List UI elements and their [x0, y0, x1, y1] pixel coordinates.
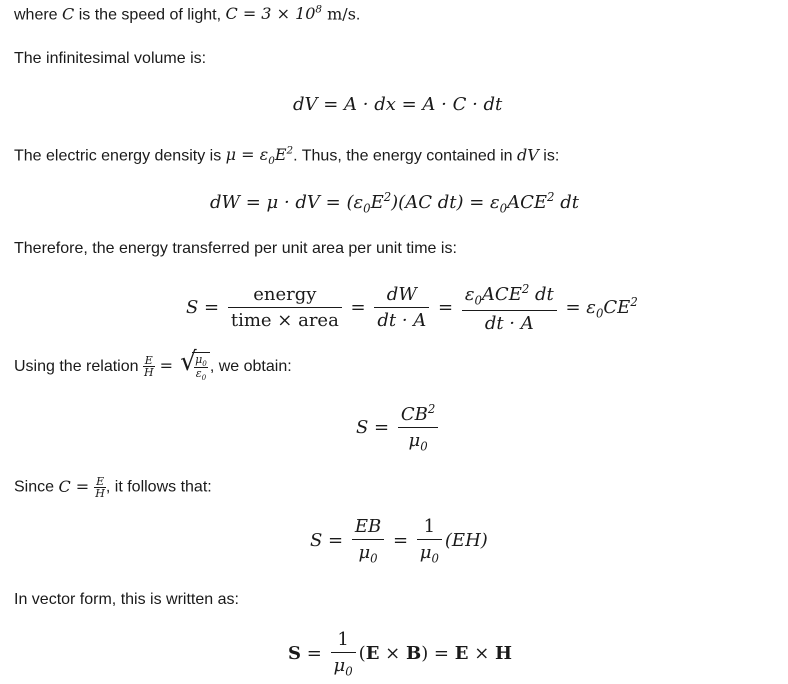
- equation-s-definition: S = $\frac{\text{energy}}{\text{time × area}}$ = $\frac{dW}{dt \cdot A}$ = $\frac{\varepsilon_0ACE^2 dt}{dt \cdot A}$ = $\varepsilon_0CE^2$: [186, 282, 638, 334]
- paragraph-speed-of-light: where C is the speed of light, $C = 3 \times 10^8$ m/s.: [14, 4, 361, 24]
- var-c: C: [62, 4, 75, 24]
- fraction-eb-over-mu0: $\frac{EB}{\mu_0}$: [352, 516, 384, 566]
- equation-dw: dW = μ · dV = $(\varepsilon_0E^2)(AC$ $dt) = \varepsilon_0ACE^2$ dt: [210, 190, 579, 216]
- equation-poynting-vector: S = $\frac{1}{\mu_0}$ (E × B) = E × H: [288, 629, 513, 679]
- paragraph-since-c: Since C = $\frac{E}{H}$ , it follows that:: [14, 475, 212, 500]
- paragraph-energy-density: The electric energy density is $\mu = \varepsilon_0E^2$. Thus, the energy contained in dV is:: [14, 145, 560, 168]
- paragraph-energy-transferred: Therefore, the energy transferred per unit area per unit time is:: [14, 240, 457, 257]
- fraction-cb2-over-mu0: $\frac{CB^2}{\mu_0}$: [398, 402, 438, 454]
- equation-dv: dV = A · dx = A · C · dt: [293, 94, 503, 115]
- fraction-e0ace2dt-over-dtA: $\frac{\varepsilon_0ACE^2 dt}{dt \cdot A}$: [462, 282, 557, 334]
- fraction-one-over-mu0-vector: $\frac{1}{\mu_0}$: [331, 629, 356, 679]
- equation-s-cb2: S = $\frac{CB^2}{\mu_0}$: [356, 402, 441, 454]
- paragraph-infinitesimal-volume: The infinitesimal volume is:: [14, 50, 207, 67]
- equation-s-eb: S = $\frac{EB}{\mu_0}$ = $\frac{1}{\mu_0}$ (EH): [310, 516, 488, 566]
- paragraph-using-relation: Using the relation $\frac{E}{H}$ = √ $\frac{\mu_0}{\varepsilon_0}$ , we obtain:: [14, 347, 292, 383]
- math-dv: dV: [517, 145, 539, 165]
- math-c-value: $C = 3 \times 10^8$: [225, 4, 323, 24]
- math-mu-eq: $\mu = \varepsilon_0E^2$: [225, 145, 294, 168]
- fraction-dw-over-dtA: $\frac{dW}{dt \cdot A}$: [374, 284, 429, 331]
- fraction-one-over-mu0: $\frac{1}{\mu_0}$: [417, 516, 442, 566]
- paragraph-vector-form: In vector form, this is written as:: [14, 591, 239, 608]
- math-e-over-h-relation: $\frac{E}{H}$ = √ $\frac{\mu_0}{\varepsilon_0}$: [143, 356, 210, 375]
- fraction-energy-over-time-area: $\frac{\text{energy}}{\text{time × area}}$: [228, 284, 342, 331]
- math-c-eq-e-over-h: C = $\frac{E}{H}$: [58, 475, 105, 500]
